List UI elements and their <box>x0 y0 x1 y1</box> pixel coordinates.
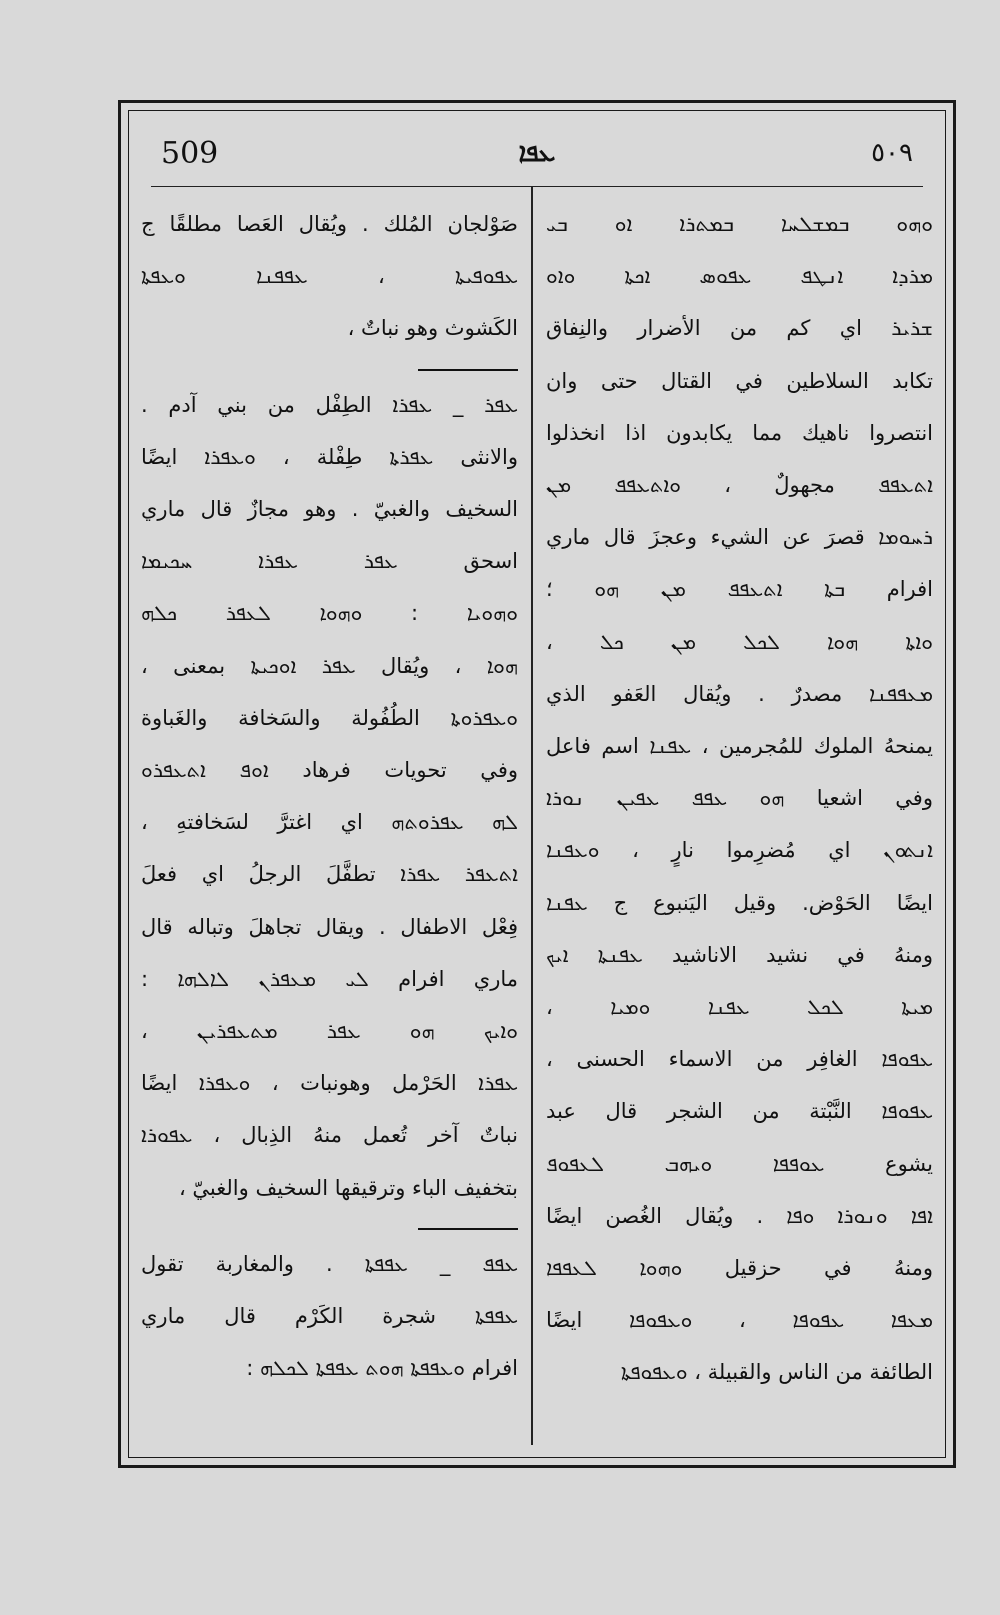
right-column <box>546 198 933 1440</box>
page-header <box>161 133 913 173</box>
text-line: ܥܦܦ _ ܥܦܦܬܐ . والمغاربة تقول <box>141 1251 518 1276</box>
text-line: ܘܐܝܟ ܗܘ ܥܦܪ ܡܬܥܦܪܝܢ ، <box>141 1019 518 1044</box>
text-line: افرام ܒܬܐ ܐܬܥܦܦ ܡܢ ܗܘ ؛ <box>546 577 933 602</box>
text-line: ܥܦܪܐ الحَرْمل وهونبات ، ܘܥܦܪܐ ايضًا <box>141 1071 518 1096</box>
text-line: انتصروا ناهيك مما يكابدون اذا انخذلوا <box>546 420 933 445</box>
text-line: ܥܦܦܬܐ شجرة الكَرْم قال ماري <box>141 1304 518 1329</box>
text-line: افرام ܘܥܦܦܬܐ ܗܘܬ ܥܦܦܬܐ ܠܟܠܗ : <box>246 1356 518 1381</box>
text-line: ܘܥܦܪܘܬܐ الطُفُولة والسَخافة والغَباوة <box>141 705 518 730</box>
text-line: بتخفيف الباء وترقيقها السخيف والغبيّ ، <box>178 1175 518 1200</box>
text-line: يشوع ܥܘܦܦܐ ܘܝܗܒ ܠܥܦܘܦ <box>546 1151 933 1176</box>
text-line: ܡܥܦܐ ܥܦܘܦܐ ، ܘܥܦܘܦܐ ايضًا <box>546 1308 933 1333</box>
text-line: ܐܦܐ ܘܢܘܪܐ ܘܦܐ . ويُقال الغُصن ايضًا <box>546 1203 933 1228</box>
header-rule <box>151 186 923 187</box>
left-column <box>141 198 518 1440</box>
text-line: ܥܦܘܦܐ الغافِر من الاسماء الحسنى ، <box>546 1047 933 1072</box>
text-line: ومنهُ في نشيد الاناشيد ܥܦܢܬܐ ܐܝܟ <box>546 942 933 967</box>
text-line: ܥܦܪ _ ܥܦܪܐ الطِفْل من بني آدم . <box>141 392 518 417</box>
page-frame <box>118 100 956 1468</box>
text-line: وفي اشعيا ܗܘ ܥܦܦ ܥܦܝܢ ܢܘܪܐ <box>546 786 933 811</box>
text-line: ايضًا الحَوْض. وقيل اليَنبوع ج ܥܦܢܐ <box>546 890 933 915</box>
text-line: ܗܘܐ ، ويُقال ܥܦܪ ܐܘܟܝܬܐ بمعنى ، <box>141 653 518 678</box>
text-line: ܪܚܘܡܐ قصرَ عن الشيء وعجزَ قال ماري <box>546 525 933 550</box>
entry-rule <box>418 369 518 371</box>
text-line: يمنحهُ الملوك للمُجرمين ، ܥܦܢܐ اسم فاعل <box>546 734 933 759</box>
text-line: ܘܐܬܐ ܗܘܐ ܠܟܠ ܡܢ ܟܠ ، <box>546 629 933 654</box>
page-number-latin: 509 <box>161 135 219 171</box>
text-line: ܡܪܕܐ ܐܢܛܦ ܥܦܘܣ ܐܟܬܐ ܘܐܘ <box>546 264 933 289</box>
text-line: ܡܥܦܦܢܐ مصدرٌ . ويُقال العَفو الذي <box>546 681 933 706</box>
text-line: تكابد السلاطين في القتال حتى وان <box>546 368 933 393</box>
entry-rule <box>418 1228 518 1230</box>
column-divider <box>531 187 533 1445</box>
text-line: الطائفة من الناس والقبيلة ، ܘܥܦܘܦܬܐ <box>620 1360 933 1385</box>
entry-continuation <box>141 198 518 355</box>
text-line: والانثى ܥܦܪܬܐ طِفْلة ، ܘܥܦܪܐ ايضًا <box>141 444 518 469</box>
text-line: ܥܦܘܦܝܬܐ ، ܥܦܦܢܐ ܘܥܦܬܐ <box>141 264 518 289</box>
text-line: ܡܝܬܐ ܠܟܠ ܥܦܢܐ ܘܡܝܐ ، <box>546 995 933 1020</box>
text-line: ومنهُ في حزقيل ܘܗܘܐ ܠܥܦܦܐ <box>546 1256 933 1281</box>
text-line: اسحق ܥܦܪ ܥܦܪܐ ܚܟܝܡܐ <box>141 549 518 574</box>
text-line: ܘܗܘ ܒܡܫܠܚܐ ܒܡܬܪܐ ܐܘ ܒܝ <box>546 212 933 236</box>
text-line: ماري افرام ܠܝ ܡܥܦܪܢ ܠܐܠܗܐ : <box>141 966 518 991</box>
text-line: ܐܢܬܘܢ اي مُضرِموا نارٍ ، ܘܥܦܢܐ <box>546 838 933 863</box>
running-head: ܥܦܐ <box>518 137 556 168</box>
text-line: ܠܗ ܥܦܪܘܬܗ اي اغترَّ لسَخافتهِ ، <box>141 810 518 835</box>
text-line: ܘܗܘܝܐ : ܘܗܘܐ ܠܥܦܪ ܟܠܗ <box>141 601 518 626</box>
entry-ayin-pe-resh <box>141 379 518 1214</box>
text-line: ܐܬܥܦܪ ܥܦܪܐ تطفَّلَ الرجلُ اي فعلَ <box>141 862 518 887</box>
entry-ayin-pe-pe <box>141 1238 518 1395</box>
text-line: الكَشوث وهو نباتٌ ، <box>347 316 518 341</box>
page-number-arabic: ٥٠٩ <box>871 138 913 168</box>
text-line: صَوْلجان المُلك . ويُقال العَصا مطلقًا ج <box>141 212 518 236</box>
text-line: نباتٌ آخر تُعمل منهُ الذِبال ، ܥܦܘܪܐ <box>141 1123 518 1148</box>
text-line: فِعْل الاطفال . ويقال تجاهلَ وتباله قال <box>141 914 518 939</box>
text-line: ܥܦܘܦܐ النَّبْتة من الشجر قال عبد <box>546 1099 933 1124</box>
text-line: ܐܬܥܦܦ مجهولٌ ، ܘܐܬܥܦܦ ܡܢ <box>546 473 933 498</box>
text-line: وفي تحويات فرهاد ܐܘܦ ܐܬܥܦܪܘ <box>141 758 518 783</box>
text-line: ܫܪܝܪ اي كم من الأضرار والنِفاق <box>546 316 933 341</box>
text-line: السخيف والغبيّ . وهو مجازٌ قال ماري <box>141 497 518 522</box>
